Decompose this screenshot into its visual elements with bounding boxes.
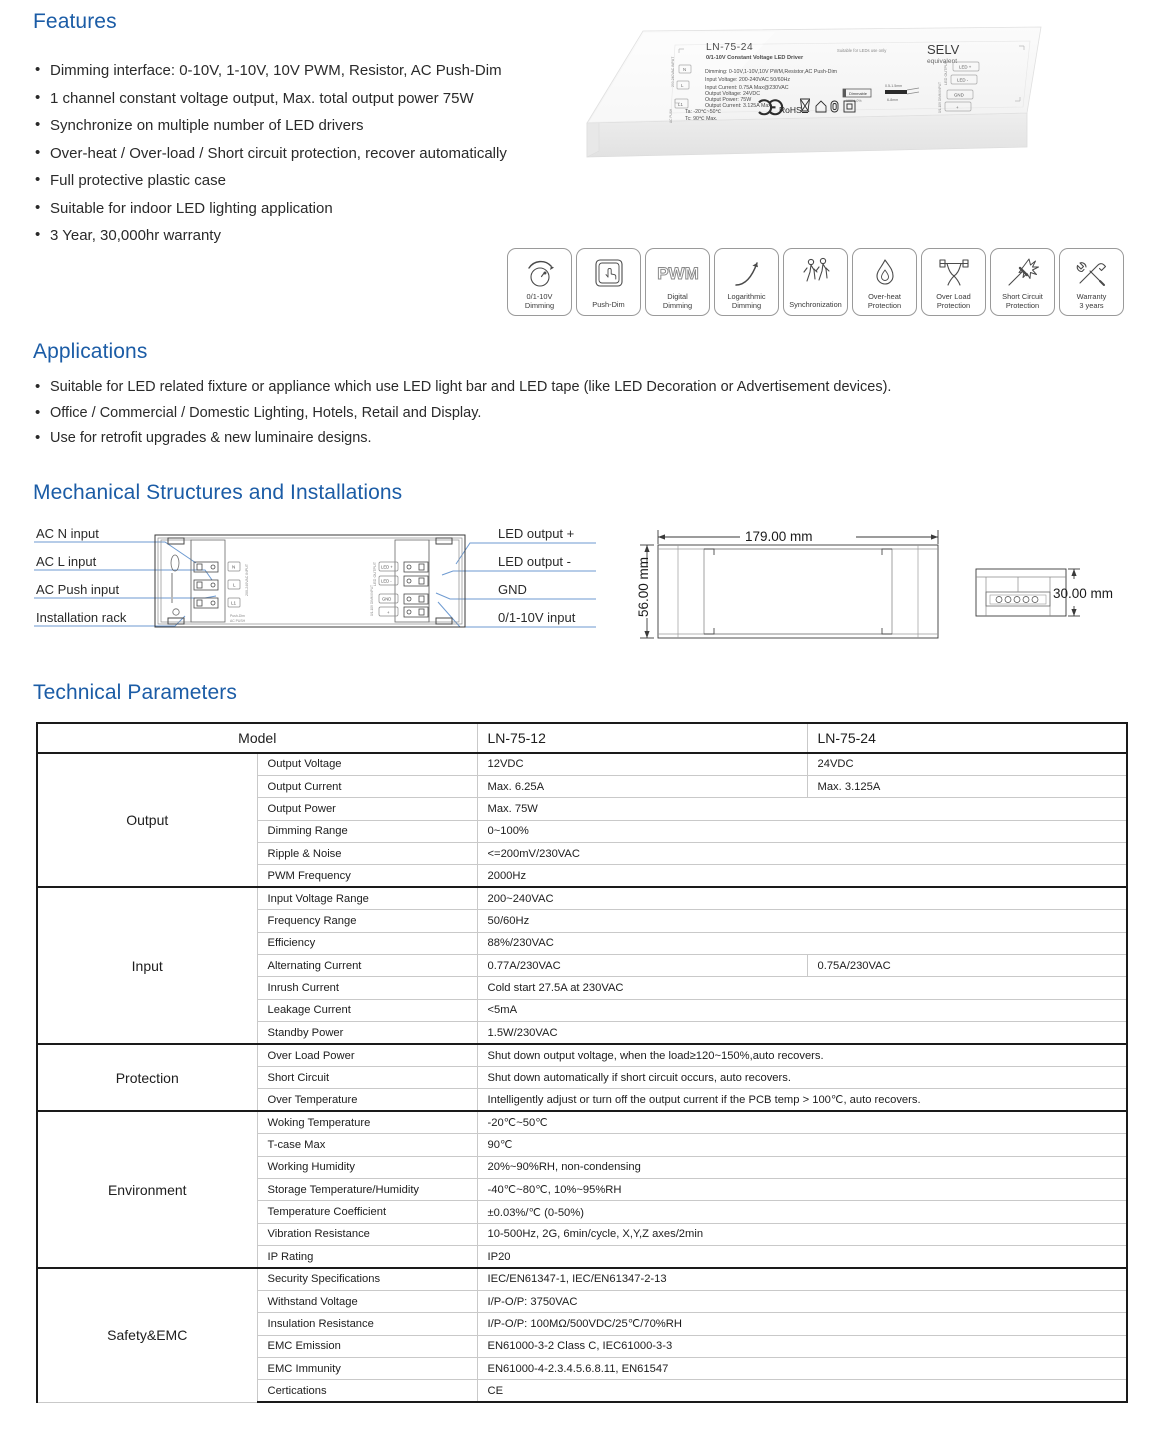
table-row xyxy=(37,1044,1127,1066)
feature-icon-strip xyxy=(507,248,1124,316)
table-param-label: Certications xyxy=(257,1380,477,1402)
table-param-label: Dimming Range xyxy=(257,820,477,842)
logarithmic-curve-icon xyxy=(727,249,767,292)
mech-label-right-2: GND xyxy=(498,582,527,597)
table-value-shared: I/P-O/P: 100MΩ/500VDC/25℃/70%RH xyxy=(477,1313,1127,1335)
table-param-label: EMC Emission xyxy=(257,1335,477,1357)
label-led-output-vertical: LED OUTPUT xyxy=(944,60,948,85)
label-spec-2: Input Current: 0.75A Max@230VAC xyxy=(705,85,789,91)
label-spec-1: Input Voltage: 200-240VAC 50/60Hz xyxy=(705,77,791,83)
table-value-ln75-12: 0.77A/230VAC xyxy=(477,955,807,977)
feature-item-3: • Over-heat / Over-load / Short circuit protection, recover automatically xyxy=(33,140,507,168)
feature-icon-caption: Short Circuit Protection xyxy=(1002,292,1043,311)
table-row xyxy=(37,1268,1127,1290)
header-model-1: LN-75-12 xyxy=(477,723,807,753)
table-value-shared: Shut down output voltage, when the load≥120~150%,auto recovers. xyxy=(477,1044,1127,1066)
table-value-shared: 10-500Hz, 2G, 6min/cycle, X,Y,Z axes/2min xyxy=(477,1223,1127,1245)
table-value-shared: IP20 xyxy=(477,1246,1127,1268)
table-value-ln75-24: 24VDC xyxy=(807,753,1127,775)
label-term-n: N xyxy=(683,67,687,72)
dim-width-label: 179.00 mm xyxy=(745,529,813,544)
dimension-drawing-side xyxy=(976,569,1113,616)
feature-icon-caption: Digital Dimming xyxy=(662,292,693,311)
table-param-label: Woking Temperature xyxy=(257,1111,477,1133)
table-param-label: Working Humidity xyxy=(257,1156,477,1178)
label-led-plus: LED + xyxy=(959,64,972,70)
table-param-label: Input Voltage Range xyxy=(257,887,477,909)
label-led-minus: LED - xyxy=(957,77,969,83)
device-top-view xyxy=(155,535,465,627)
table-param-label: EMC Immunity xyxy=(257,1358,477,1380)
pwm-text-icon xyxy=(656,249,700,292)
push-dim-hand-icon xyxy=(589,249,629,292)
table-value-shared: 1.5W/230VAC xyxy=(477,1022,1127,1044)
mech-term-plus: + xyxy=(387,610,390,615)
table-value-shared: CE xyxy=(477,1380,1127,1402)
feature-item-4: • Full protective plastic case xyxy=(33,167,507,195)
barbell-overload-icon xyxy=(934,249,974,292)
mech-diminput-vertical: 0/1-10V DIMM INPUT xyxy=(370,585,374,616)
feature-icon-5 xyxy=(852,248,917,316)
label-input-vertical: 200-240VAC INPUT xyxy=(671,56,675,87)
label-push-vertical: AC PUSH xyxy=(669,108,673,123)
table-value-shared: Intelligently adjust or turn off the output current if the PCB temp > 100℃, auto recovers. xyxy=(477,1089,1127,1111)
product-photo xyxy=(575,5,1045,185)
mech-input-vertical: 200-240VAC INPUT xyxy=(245,563,249,596)
mech-term-l1: L1 xyxy=(231,600,237,606)
mech-label-right-1: LED output - xyxy=(498,554,571,569)
table-value-shared: EN61000-3-2 Class C, IEC61000-3-3 xyxy=(477,1335,1127,1357)
mech-term-gnd: GND xyxy=(382,596,392,602)
output-terminal-blocks xyxy=(404,562,428,617)
table-group-safety-emc: Safety&EMC xyxy=(37,1268,257,1402)
feature-icon-2 xyxy=(645,248,710,316)
table-param-label: Short Circuit xyxy=(257,1066,477,1088)
table-param-label: Insulation Resistance xyxy=(257,1313,477,1335)
mech-label-left-2: AC Push input xyxy=(36,582,120,597)
label-gnd: GND xyxy=(954,92,964,98)
label-dim-input-vertical: 0/1-10V DIMM INPUT xyxy=(938,82,942,113)
table-param-label: Output Voltage xyxy=(257,753,477,775)
mech-label-right-0: LED output + xyxy=(498,526,575,541)
feature-item-2: • Synchronize on multiple number of LED drivers xyxy=(33,112,507,140)
mech-term-ledplus: LED + xyxy=(381,564,393,570)
table-param-label: Inrush Current xyxy=(257,977,477,999)
label-model: LN-75-24 xyxy=(706,42,754,53)
mech-term-ledminus: LED - xyxy=(381,578,392,584)
applications-heading: Applications xyxy=(33,340,148,363)
table-param-label: Storage Temperature/Humidity xyxy=(257,1178,477,1200)
table-param-label: Security Specifications xyxy=(257,1268,477,1290)
mech-label-left-1: AC L input xyxy=(36,554,97,569)
flame-overheat-icon xyxy=(865,249,905,292)
dimmer-knob-icon xyxy=(520,249,560,292)
application-item-0: • Suitable for LED related fixture or appliance which use LED light bar and LED tape (like LED Decoration or Advertisement devices). xyxy=(33,375,891,401)
features-list xyxy=(33,57,507,250)
table-row xyxy=(37,887,1127,909)
header-model-2: LN-75-24 xyxy=(807,723,1127,753)
table-header-row xyxy=(37,723,1127,753)
feature-item-0: • Dimming interface: 0-10V, 1-10V, 10V PWM, Resistor, AC Push-Dim xyxy=(33,57,507,85)
table-value-shared: I/P-O/P: 3750VAC xyxy=(477,1290,1127,1312)
mech-ledoutput-vertical: LED OUTPUT xyxy=(373,561,377,586)
table-param-label: Leakage Current xyxy=(257,999,477,1021)
table-param-label: Alternating Current xyxy=(257,955,477,977)
dim-depth-label: 30.00 mm xyxy=(1053,586,1114,601)
feature-icon-caption: Over-heat Protection xyxy=(867,292,902,311)
mech-label-right-3: 0/1-10V input xyxy=(498,610,576,625)
table-row xyxy=(37,753,1127,775)
table-param-label: Standby Power xyxy=(257,1022,477,1044)
label-selv-sub: equivalent xyxy=(927,58,958,65)
label-wire-strip: 6-8mm xyxy=(887,98,899,102)
label-rohs: RoHS xyxy=(779,105,802,115)
table-value-shared: IEC/EN61347-1, IEC/EN61347-2-13 xyxy=(477,1268,1127,1290)
table-param-label: IP Rating xyxy=(257,1246,477,1268)
svg-text:PWM: PWM xyxy=(656,264,699,283)
application-item-2: • Use for retrofit upgrades & new luminaire designs. xyxy=(33,426,891,452)
table-value-ln75-12: Max. 6.25A xyxy=(477,775,807,797)
feature-item-5: • Suitable for indoor LED lighting application xyxy=(33,195,507,223)
label-term-l1: L1 xyxy=(678,102,683,107)
label-ta: Ta: -20℃~50℃ xyxy=(685,109,722,115)
table-value-shared: Max. 75W xyxy=(477,798,1127,820)
header-model: Model xyxy=(37,723,477,753)
feature-item-1: • 1 channel constant voltage output, Max. total output power 75W xyxy=(33,85,507,113)
mech-term-n: N xyxy=(232,564,236,570)
feature-icon-8 xyxy=(1059,248,1124,316)
tools-warranty-icon xyxy=(1072,249,1112,292)
table-value-shared: 200~240VAC xyxy=(477,887,1127,909)
mech-term-l: L xyxy=(233,582,236,588)
table-param-label: T-case Max xyxy=(257,1134,477,1156)
label-spec-5: Output Current: 3.125A Max. xyxy=(705,103,773,109)
mech-label-left-0: AC N input xyxy=(36,526,99,541)
synchronization-people-icon xyxy=(796,249,836,292)
feature-icon-caption: Synchronization xyxy=(789,300,842,309)
dimension-drawing-main xyxy=(636,529,938,638)
feature-icon-caption: Push-Dim xyxy=(592,300,625,309)
dim-height-label: 56.00 mm xyxy=(636,556,651,617)
short-circuit-spark-icon xyxy=(1003,249,1043,292)
feature-item-6: • 3 Year, 30,000hr warranty xyxy=(33,222,507,250)
feature-icon-3 xyxy=(714,248,779,316)
label-term-l: L xyxy=(681,83,684,88)
table-value-ln75-12: 12VDC xyxy=(477,753,807,775)
table-value-shared: <5mA xyxy=(477,999,1127,1021)
feature-icon-1 xyxy=(576,248,641,316)
table-param-label: Frequency Range xyxy=(257,910,477,932)
feature-icon-6 xyxy=(921,248,986,316)
label-selv: SELV xyxy=(927,42,960,57)
table-value-shared: <=200mV/230VAC xyxy=(477,843,1127,865)
table-value-shared: Shut down automatically if short circuit occurs, auto recovers. xyxy=(477,1066,1127,1088)
features-heading: Features xyxy=(33,10,117,33)
table-group-output: Output xyxy=(37,753,257,887)
technical-parameters-table xyxy=(36,722,1128,1403)
table-group-input: Input xyxy=(37,887,257,1044)
table-value-shared: 88%/230VAC xyxy=(477,932,1127,954)
table-param-label: Output Current xyxy=(257,775,477,797)
label-suitable-note: Suitable for LEDs use only xyxy=(837,48,887,53)
table-value-shared: 20%~90%RH, non-condensing xyxy=(477,1156,1127,1178)
mechanical-heading: Mechanical Structures and Installations xyxy=(33,481,403,504)
table-value-shared: -40℃~80℃, 10%~95%RH xyxy=(477,1178,1127,1200)
label-spec-4: Output Power: 75W xyxy=(705,97,752,103)
table-param-label: Over Temperature xyxy=(257,1089,477,1111)
mech-pushdim-note: AC PUSH xyxy=(230,619,246,623)
table-group-environment: Environment xyxy=(37,1111,257,1268)
table-group-protection: Protection xyxy=(37,1044,257,1111)
table-param-label: Over Load Power xyxy=(257,1044,477,1066)
mech-pushdim-note2: Push-Dim xyxy=(230,614,245,618)
table-value-ln75-24: Max. 3.125A xyxy=(807,775,1127,797)
application-item-1: • Office / Commercial / Domestic Lighting, Hotels, Retail and Display. xyxy=(33,401,891,427)
table-value-shared: 2000Hz xyxy=(477,865,1127,887)
table-param-label: Withstand Voltage xyxy=(257,1290,477,1312)
table-value-shared: 50/60Hz xyxy=(477,910,1127,932)
table-value-shared: -20℃~50℃ xyxy=(477,1111,1127,1133)
feature-icon-caption: Over Load Protection xyxy=(936,292,971,311)
table-value-shared: ±0.03%/℃ (0-50%) xyxy=(477,1201,1127,1223)
feature-icon-0 xyxy=(507,248,572,316)
label-dimmable: Dimmable xyxy=(849,91,868,96)
table-value-shared: EN61000-4-2.3.4.5.6.8.11, EN61547 xyxy=(477,1358,1127,1380)
label-spec-0: Dimming: 0-10V,1-10V,10V PWM,Resistor,AC Push-Dim xyxy=(705,69,838,75)
table-param-label: PWM Frequency xyxy=(257,865,477,887)
feature-icon-caption: Warranty 3 years xyxy=(1076,292,1107,311)
label-dim-plus: + xyxy=(956,105,959,110)
table-param-label: Efficiency xyxy=(257,932,477,954)
table-value-shared: 0~100% xyxy=(477,820,1127,842)
label-wire-dia: 0.5-1.5mm xyxy=(885,84,903,88)
mech-label-left-3: Installation rack xyxy=(36,610,127,625)
table-param-label: Temperature Coefficient xyxy=(257,1201,477,1223)
table-value-ln75-24: 0.75A/230VAC xyxy=(807,955,1127,977)
feature-icon-caption: 0/1-10V Dimming xyxy=(524,292,555,311)
label-tc: Tc: 90℃ Max. xyxy=(685,116,718,122)
technical-heading: Technical Parameters xyxy=(33,681,237,704)
table-param-label: Ripple & Noise xyxy=(257,843,477,865)
ac-terminal-blocks xyxy=(194,562,218,608)
table-value-shared: 90℃ xyxy=(477,1134,1127,1156)
label-dimmable-sub: 100%-0% xyxy=(846,99,862,103)
feature-icon-caption: Logarithmic Dimming xyxy=(727,292,766,311)
table-param-label: Output Power xyxy=(257,798,477,820)
label-spec-3: Output Voltage: 24VDC xyxy=(705,91,761,97)
feature-icon-4 xyxy=(783,248,848,316)
applications-list xyxy=(33,375,891,452)
feature-icon-7 xyxy=(990,248,1055,316)
table-row xyxy=(37,1111,1127,1133)
table-value-shared: Cold start 27.5A at 230VAC xyxy=(477,977,1127,999)
label-subtitle: 0/1-10V Constant Voltage LED Driver xyxy=(706,55,804,61)
mechanical-diagrams xyxy=(0,518,1170,643)
table-param-label: Vibration Resistance xyxy=(257,1223,477,1245)
